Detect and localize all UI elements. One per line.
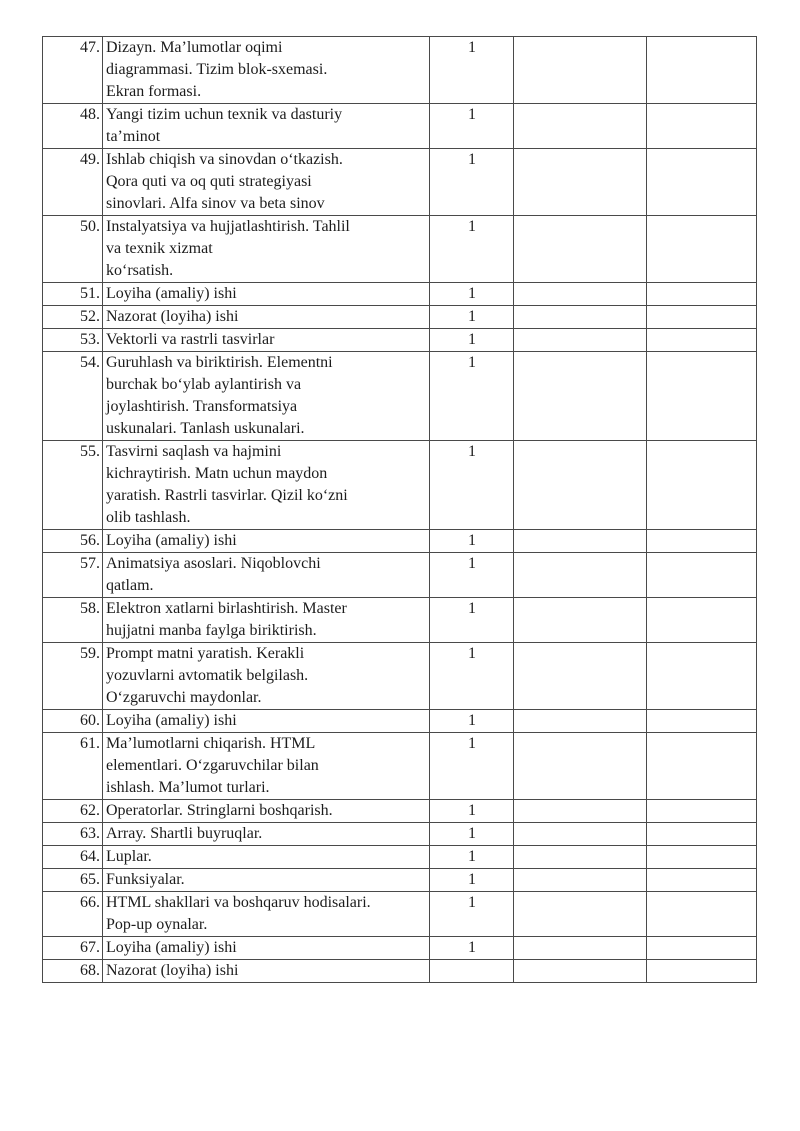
topic-line: uskunalari. Tanlash uskunalari. bbox=[106, 420, 305, 437]
empty-cell bbox=[647, 553, 757, 598]
empty-cell bbox=[514, 149, 647, 216]
empty-cell bbox=[514, 846, 647, 869]
topic-cell bbox=[103, 960, 430, 983]
topic-line: yaratish. Rastrli tasvirlar. Qizil ko‘zni bbox=[106, 487, 348, 504]
topic-line: joylashtirish. Transformatsiya bbox=[106, 398, 298, 415]
topic-line: yozuvlarni avtomatik belgilash. bbox=[106, 667, 309, 684]
topic-line: Operatorlar. Stringlarni boshqarish. bbox=[106, 802, 333, 819]
topic-line: sinovlari. Alfa sinov va beta sinov bbox=[106, 195, 325, 212]
hours-cell: 1 bbox=[430, 869, 514, 892]
topic-cell bbox=[103, 846, 430, 869]
empty-cell bbox=[647, 643, 757, 710]
hours-cell bbox=[430, 960, 514, 983]
table-row bbox=[43, 800, 757, 823]
hours-cell: 1 bbox=[430, 823, 514, 846]
hours-cell: 1 bbox=[430, 643, 514, 710]
empty-cell bbox=[514, 104, 647, 149]
table-row bbox=[43, 37, 757, 104]
topic-line: ko‘rsatish. bbox=[106, 262, 174, 279]
table-row bbox=[43, 598, 757, 643]
topic-line: diagrammasi. Tizim blok-sxemasi. bbox=[106, 61, 328, 78]
empty-cell bbox=[647, 892, 757, 937]
hours-cell: 1 bbox=[430, 892, 514, 937]
topic-line: Guruhlash va biriktirish. Elementni bbox=[106, 354, 333, 371]
empty-cell bbox=[514, 733, 647, 800]
topic-line: Ma’lumotlarni chiqarish. HTML bbox=[106, 735, 316, 752]
topic-cell bbox=[103, 643, 430, 710]
topic-line: hujjatni manba faylga biriktirish. bbox=[106, 622, 317, 639]
hours-cell: 1 bbox=[430, 352, 514, 441]
topic-line: Ishlab chiqish va sinovdan o‘tkazish. bbox=[106, 151, 343, 168]
topic-line: Loyiha (amaliy) ishi bbox=[106, 532, 237, 549]
row-number: 52. bbox=[43, 306, 103, 329]
table-row bbox=[43, 216, 757, 283]
topic-line: Array. Shartli buyruqlar. bbox=[106, 825, 263, 842]
hours-cell: 1 bbox=[430, 283, 514, 306]
row-number: 54. bbox=[43, 352, 103, 441]
empty-cell bbox=[514, 598, 647, 643]
row-number: 49. bbox=[43, 149, 103, 216]
topic-cell bbox=[103, 329, 430, 352]
empty-cell bbox=[514, 710, 647, 733]
table-row bbox=[43, 530, 757, 553]
hours-cell: 1 bbox=[430, 329, 514, 352]
empty-cell bbox=[514, 37, 647, 104]
empty-cell bbox=[647, 216, 757, 283]
topic-cell bbox=[103, 283, 430, 306]
topic-line: Nazorat (loyiha) ishi bbox=[106, 308, 239, 325]
topic-line: va texnik xizmat bbox=[106, 240, 213, 257]
row-number: 65. bbox=[43, 869, 103, 892]
row-number: 66. bbox=[43, 892, 103, 937]
empty-cell bbox=[514, 960, 647, 983]
topic-line: HTML shakllari va boshqaruv hodisalari. bbox=[106, 894, 371, 911]
empty-cell bbox=[514, 216, 647, 283]
topic-line: ishlash. Ma’lumot turlari. bbox=[106, 779, 270, 796]
hours-cell: 1 bbox=[430, 149, 514, 216]
empty-cell bbox=[647, 869, 757, 892]
empty-cell bbox=[514, 441, 647, 530]
table-row bbox=[43, 553, 757, 598]
row-number: 61. bbox=[43, 733, 103, 800]
row-number: 55. bbox=[43, 441, 103, 530]
empty-cell bbox=[647, 306, 757, 329]
empty-cell bbox=[514, 352, 647, 441]
topic-line: Luplar. bbox=[106, 848, 152, 865]
empty-cell bbox=[514, 800, 647, 823]
topic-line: ta’minot bbox=[106, 128, 161, 145]
row-number: 58. bbox=[43, 598, 103, 643]
row-number: 67. bbox=[43, 937, 103, 960]
row-number: 48. bbox=[43, 104, 103, 149]
topic-line: Loyiha (amaliy) ishi bbox=[106, 285, 237, 302]
row-number: 50. bbox=[43, 216, 103, 283]
empty-cell bbox=[647, 283, 757, 306]
empty-cell bbox=[514, 283, 647, 306]
topic-line: Tasvirni saqlash va hajmini bbox=[106, 443, 282, 460]
topic-line: Nazorat (loyiha) ishi bbox=[106, 962, 239, 979]
topic-cell bbox=[103, 37, 430, 104]
table-row bbox=[43, 960, 757, 983]
table-row bbox=[43, 937, 757, 960]
curriculum-table-body bbox=[43, 37, 757, 983]
topic-line: Prompt matni yaratish. Kerakli bbox=[106, 645, 305, 662]
empty-cell bbox=[514, 869, 647, 892]
topic-line: Loyiha (amaliy) ishi bbox=[106, 939, 237, 956]
hours-cell: 1 bbox=[430, 530, 514, 553]
row-number: 62. bbox=[43, 800, 103, 823]
row-number: 57. bbox=[43, 553, 103, 598]
topic-cell bbox=[103, 352, 430, 441]
topic-line: Funksiyalar. bbox=[106, 871, 185, 888]
topic-line: Dizayn. Ma’lumotlar oqimi bbox=[106, 39, 283, 56]
empty-cell bbox=[647, 846, 757, 869]
table-row bbox=[43, 149, 757, 216]
table-row bbox=[43, 846, 757, 869]
hours-cell: 1 bbox=[430, 306, 514, 329]
empty-cell bbox=[647, 329, 757, 352]
empty-cell bbox=[647, 937, 757, 960]
topic-line: Ekran formasi. bbox=[106, 83, 202, 100]
empty-cell bbox=[647, 530, 757, 553]
topic-cell bbox=[103, 800, 430, 823]
topic-line: burchak bo‘ylab aylantirish va bbox=[106, 376, 302, 393]
empty-cell bbox=[647, 733, 757, 800]
table-row bbox=[43, 869, 757, 892]
hours-cell: 1 bbox=[430, 216, 514, 283]
table-row bbox=[43, 306, 757, 329]
table-row bbox=[43, 733, 757, 800]
row-number: 68. bbox=[43, 960, 103, 983]
hours-cell: 1 bbox=[430, 733, 514, 800]
topic-cell bbox=[103, 553, 430, 598]
hours-cell: 1 bbox=[430, 553, 514, 598]
topic-line: Qora quti va oq quti strategiyasi bbox=[106, 173, 312, 190]
row-number: 47. bbox=[43, 37, 103, 104]
topic-cell bbox=[103, 530, 430, 553]
empty-cell bbox=[647, 960, 757, 983]
topic-line: Elektron xatlarni birlashtirish. Master bbox=[106, 600, 347, 617]
topic-line: Pop-up oynalar. bbox=[106, 916, 208, 933]
empty-cell bbox=[514, 553, 647, 598]
topic-line: Instalyatsiya va hujjatlashtirish. Tahlil bbox=[106, 218, 350, 235]
empty-cell bbox=[647, 352, 757, 441]
topic-cell bbox=[103, 937, 430, 960]
table-row bbox=[43, 329, 757, 352]
topic-cell bbox=[103, 892, 430, 937]
table-row bbox=[43, 710, 757, 733]
topic-line: Vektorli va rastrli tasvirlar bbox=[106, 331, 275, 348]
topic-line: kichraytirish. Matn uchun maydon bbox=[106, 465, 328, 482]
topic-cell bbox=[103, 441, 430, 530]
topic-line: O‘zgaruvchi maydonlar. bbox=[106, 689, 262, 706]
empty-cell bbox=[647, 800, 757, 823]
hours-cell: 1 bbox=[430, 710, 514, 733]
empty-cell bbox=[647, 441, 757, 530]
row-number: 63. bbox=[43, 823, 103, 846]
empty-cell bbox=[647, 37, 757, 104]
empty-cell bbox=[647, 823, 757, 846]
empty-cell bbox=[514, 306, 647, 329]
topic-line: Animatsiya asoslari. Niqoblovchi bbox=[106, 555, 321, 572]
empty-cell bbox=[514, 329, 647, 352]
hours-cell: 1 bbox=[430, 441, 514, 530]
empty-cell bbox=[647, 149, 757, 216]
row-number: 60. bbox=[43, 710, 103, 733]
row-number: 56. bbox=[43, 530, 103, 553]
hours-cell: 1 bbox=[430, 104, 514, 149]
table-row bbox=[43, 441, 757, 530]
topic-cell bbox=[103, 306, 430, 329]
topic-cell bbox=[103, 149, 430, 216]
empty-cell bbox=[514, 937, 647, 960]
table-row bbox=[43, 892, 757, 937]
row-number: 53. bbox=[43, 329, 103, 352]
table-row bbox=[43, 643, 757, 710]
empty-cell bbox=[647, 710, 757, 733]
curriculum-table bbox=[42, 36, 757, 983]
topic-cell bbox=[103, 710, 430, 733]
empty-cell bbox=[514, 892, 647, 937]
topic-cell bbox=[103, 869, 430, 892]
topic-cell bbox=[103, 733, 430, 800]
topic-line: Yangi tizim uchun texnik va dasturiy bbox=[106, 106, 343, 123]
table-row bbox=[43, 283, 757, 306]
hours-cell: 1 bbox=[430, 800, 514, 823]
empty-cell bbox=[514, 530, 647, 553]
topic-line: elementlari. O‘zgaruvchilar bilan bbox=[106, 757, 319, 774]
empty-cell bbox=[514, 643, 647, 710]
empty-cell bbox=[647, 598, 757, 643]
empty-cell bbox=[647, 104, 757, 149]
hours-cell: 1 bbox=[430, 846, 514, 869]
topic-cell bbox=[103, 823, 430, 846]
table-row bbox=[43, 352, 757, 441]
topic-line: olib tashlash. bbox=[106, 509, 191, 526]
row-number: 64. bbox=[43, 846, 103, 869]
row-number: 51. bbox=[43, 283, 103, 306]
topic-cell bbox=[103, 216, 430, 283]
topic-line: qatlam. bbox=[106, 577, 154, 594]
hours-cell: 1 bbox=[430, 937, 514, 960]
topic-cell bbox=[103, 104, 430, 149]
hours-cell: 1 bbox=[430, 598, 514, 643]
table-row bbox=[43, 823, 757, 846]
empty-cell bbox=[514, 823, 647, 846]
topic-cell bbox=[103, 598, 430, 643]
hours-cell: 1 bbox=[430, 37, 514, 104]
topic-line: Loyiha (amaliy) ishi bbox=[106, 712, 237, 729]
table-row bbox=[43, 104, 757, 149]
row-number: 59. bbox=[43, 643, 103, 710]
